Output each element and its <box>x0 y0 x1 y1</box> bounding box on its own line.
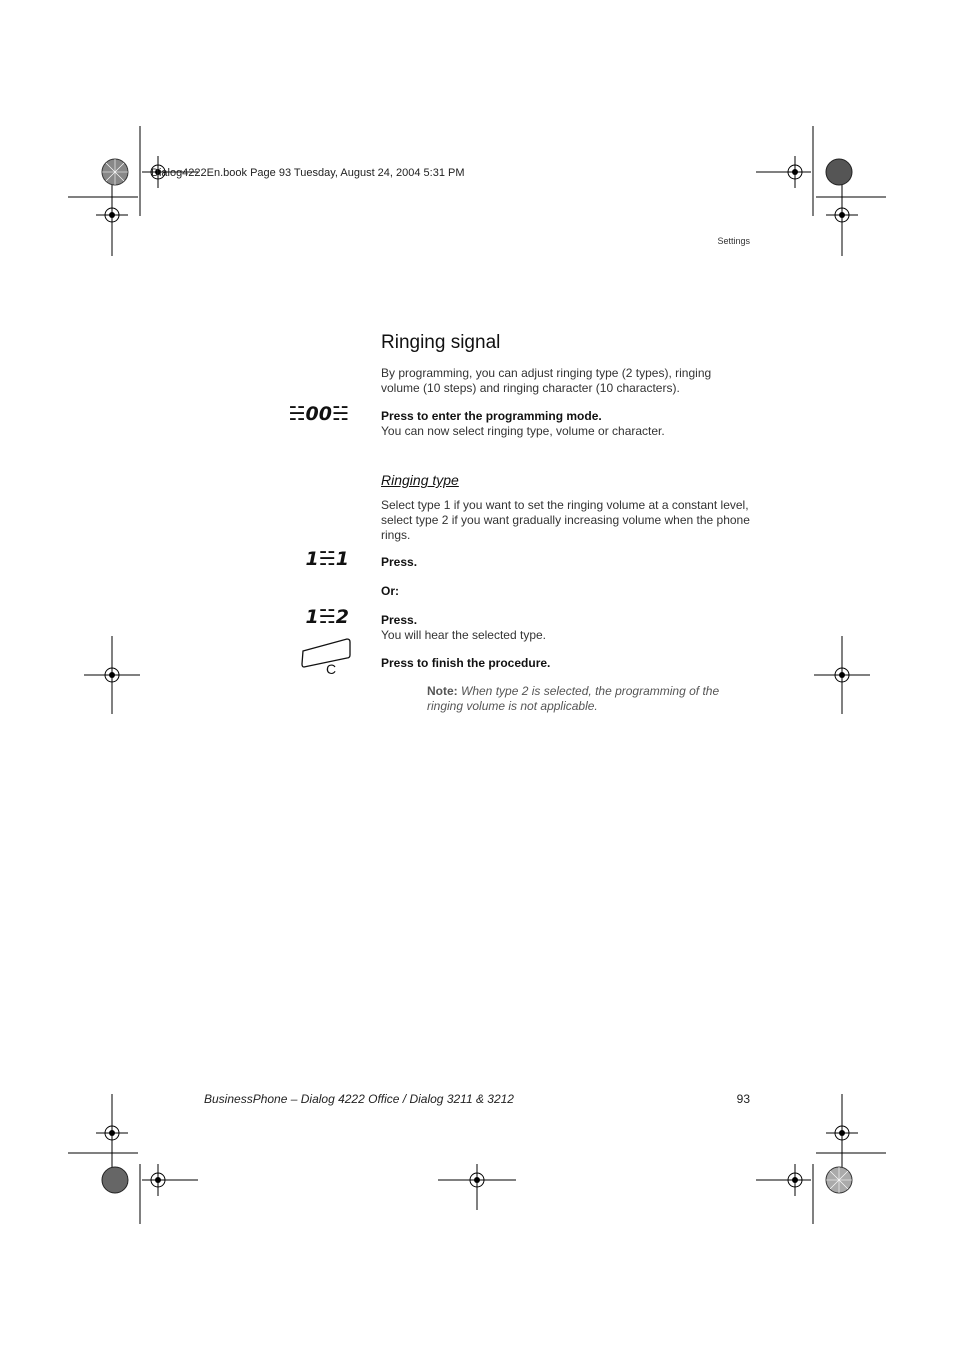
type2-key-sequence: 1☵2 <box>305 606 349 628</box>
page-number: 93 <box>736 1092 750 1106</box>
section-title: Ringing signal <box>381 332 501 353</box>
subsection-title: Ringing type <box>381 472 459 488</box>
print-info: Dialog4222En.book Page 93 Tuesday, August 24, 2004 5:31 PM <box>151 167 465 179</box>
program-key-sequence: ☵00☵ <box>288 403 349 425</box>
clear-key-label: C <box>326 661 337 677</box>
step-finish-instruction: Press to finish the procedure. <box>381 656 551 670</box>
note <box>427 684 753 714</box>
note-label: Note: <box>427 684 458 698</box>
subsection-intro: Select type 1 if you want to set the ringing volume at a constant level, select type 2 if you want gradually increasing volume when the phone rings. <box>381 498 750 542</box>
step-type1-instruction: Press. <box>381 555 418 569</box>
step-type2-detail: You will hear the selected type. <box>381 628 546 642</box>
step-program-detail: You can now select ringing type, volume or character. <box>381 424 665 438</box>
or-label: Or: <box>381 584 399 598</box>
type1-key-sequence: 1☵1 <box>305 548 349 570</box>
intro-text: By programming, you can adjust ringing type (2 types), ringing volume (10 steps) and ringing character (10 characters). <box>381 366 712 395</box>
note-text: When type 2 is selected, the programming of the ringing volume is not applicable. <box>427 684 720 713</box>
step-program-instruction: Press to enter the programming mode. <box>381 409 602 423</box>
running-head: Settings <box>717 236 750 246</box>
footer-title: BusinessPhone – Dialog 4222 Office / Dialog 3211 & 3212 <box>204 1092 514 1106</box>
step-type2-instruction: Press. <box>381 613 418 627</box>
